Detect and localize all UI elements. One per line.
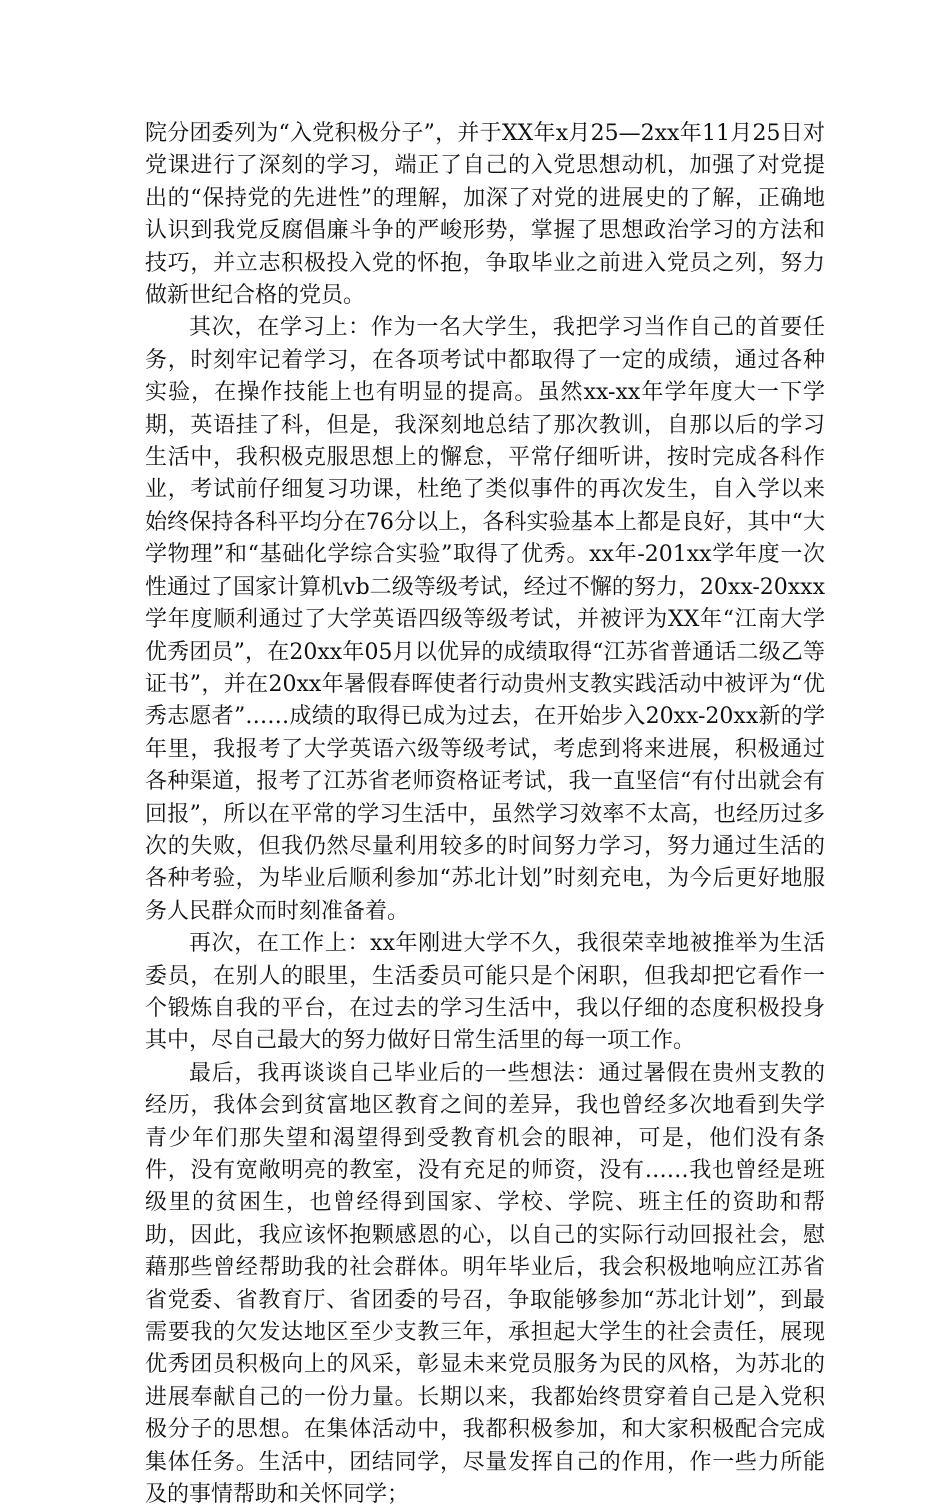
paragraph-party-activist: 院分团委列为“入党积极分子”，并于XX年x月25—2xx年11月25日对党课进行了深刻的学习，端正了自己的入党思想动机，加强了对党提出的“保持党的先进性”的理解，加深了对党的进展史的了解，正确地认识到我党反腐倡廉斗争的严峻形势，掌握了思想政治学习的方法和技巧，并立志积极投入党的怀抱，争取毕业之前进入党员之列，努力做新世纪合格的党员。 <box>145 121 825 309</box>
paragraph-after-graduation: 最后，我再谈谈自己毕业后的一些想法：通过暑假在贵州支教的经历，我体会到贫富地区教育之间的差异，我也曾经多次地看到失学青少年们那失望和渴望得到受教育机会的眼神，可是，他们没有条件，没有宽敞明亮的教室，没有充足的师资，没有……我也曾经是班级里的贫困生，也曾经得到国家、学校、学院、班主任的资助和帮助，因此，我应该怀抱颗感恩的心，以自己的实际行动回报社会，慰藉那些曾经帮助我的社会群体。明年毕业后，我会积极地响应江苏省省党委、省教育厅、省团委的号召，争取能够参加“苏北计划”，到最需要我的欠发达地区至少支教三年，承担起大学生的社会责任，展现优秀团员积极向上的风采，彰显未来党员服务为民的风格，为苏北的进展奉献自己的一份力量。长期以来，我都始终贯穿着自己是入党积极分子的思想。在集体活动中，我都积极参加，和大家积极配合完成集体任务。生活中，团结同学，尽量发挥自己的作用，作一些力所能及的事情帮助和关怀同学； <box>145 1060 825 1508</box>
document-body <box>145 118 825 1511</box>
paragraph-work: 再次，在工作上：xx年刚进大学不久，我很荣幸地被推举为生活委员，在别人的眼里，生活委员可能只是个闲职，但我却把它看作一个锻炼自我的平台，在过去的学习生活中，我以仔细的态度积极投身其中，尽自己最大的努力做好日常生活里的每一项工作。 <box>145 931 825 1054</box>
paragraph-study: 其次，在学习上：作为一名大学生，我把学习当作自己的首要任务，时刻牢记着学习，在各项考试中都取得了一定的成绩，通过各种实验，在操作技能上也有明显的提高。虽然xx-xx年学年度大一下学期，英语挂了科，但是，我深刻地总结了那次教训，自那以后的学习生活中，我积极克服思想上的懈怠，平常仔细听讲，按时完成各科作业，考试前仔细复习功课，杜绝了类似事件的再次发生，自入学以来始终保持各科平均分在76分以上，各科实验基本上都是良好，其中“大学物理”和“基础化学综合实验”取得了优秀。xx年-201xx学年度一次性通过了国家计算机vb二级等级考试，经过不懈的努力，20xx-20xxx学年度顺利通过了大学英语四级等级考试，并被评为XX年“江南大学优秀团员”，在20xx年05月以优异的成绩取得“江苏省普通话二级乙等证书”，并在20xx年暑假春晖使者行动贵州支教实践活动中被评为“优秀志愿者”……成绩的取得已成为过去，在开始步入20xx-20xx新的学年里，我报考了大学英语六级等级考试，考虑到将来进展，积极通过各种渠道，报考了江苏省老师资格证考试，我一直坚信“有付出就会有回报”，所以在平常的学习生活中，虽然学习效率不太高，也经历过多次的失败，但我仍然尽量利用较多的时间努力学习，努力通过生活的各种考验，为毕业后顺利参加“苏北计划”时刻充电，为今后更好地服务人民群众而时刻准备着。 <box>145 315 825 924</box>
